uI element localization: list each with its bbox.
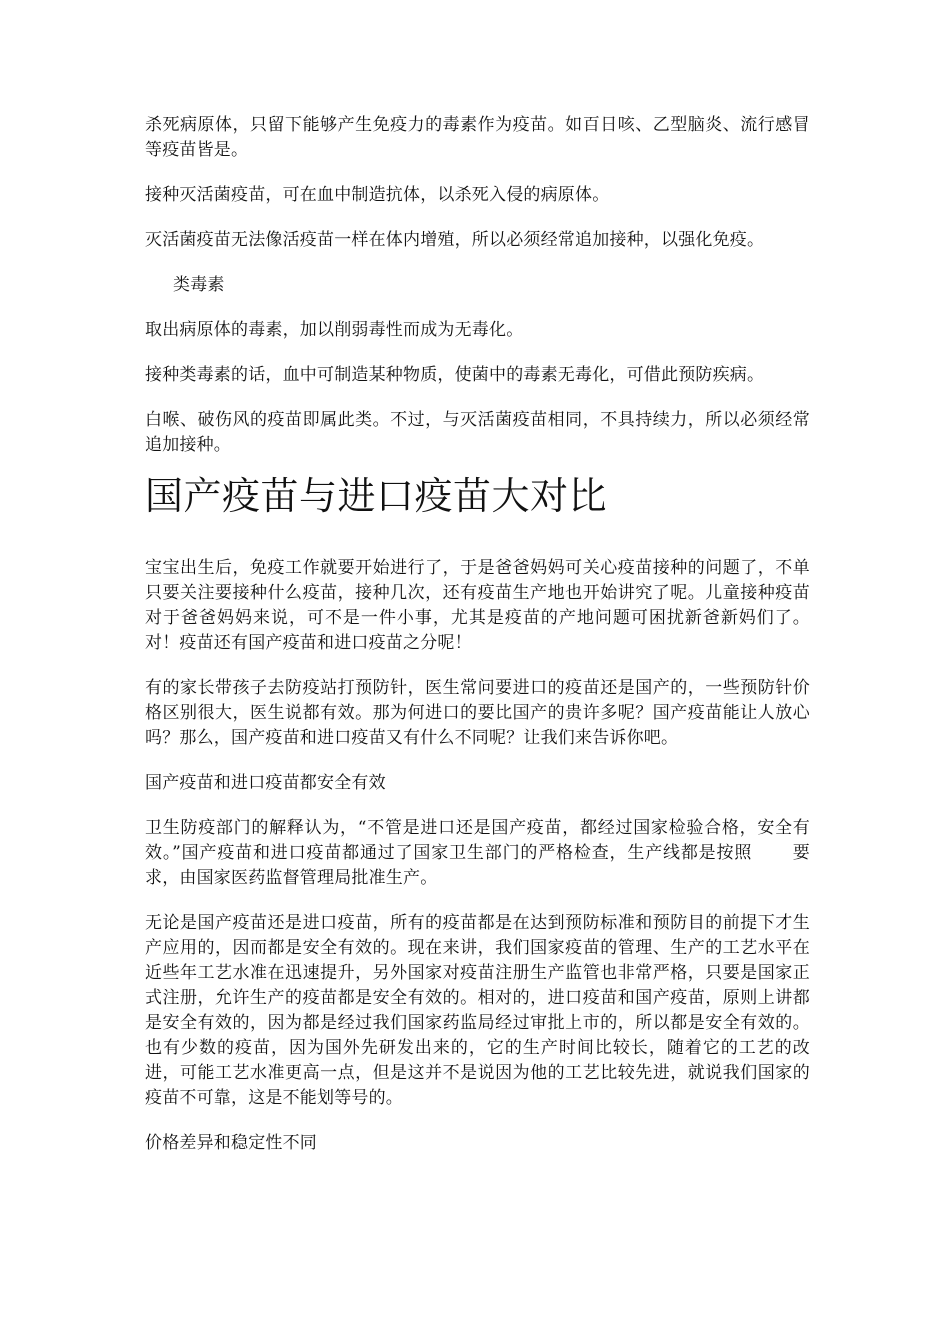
document-page [145,113,810,1176]
paragraph-safe-1-part-b: 要求，由国家医药监督管理局批准生产。 [145,843,810,888]
paragraph-toxoid-definition: 取出病原体的毒素，加以削弱毒性而成为无毒化。 [145,320,524,340]
paragraph-toxoid-effect: 接种类毒素的话，血中可制造某种物质，使菌中的毒素无毒化，可借此预防疾病。 [145,365,765,385]
paragraph-safe-1-part-a: 卫生防疫部门的解释认为，“不管是进口还是国产疫苗，都经过国家检验合格，安全有效。”国产疫苗和进口疫苗都通过了国家卫生部门的严格检查，生产线都是按照 [145,818,810,863]
paragraph-intro-2: 有的家长带孩子去防疫站打预防针，医生常问要进口的疫苗还是国产的，一些预防针价格区别很大，医生说都有效。那为何进口的要比国产的贵许多呢？国产疫苗能让人放心吗？那么，国产疫苗和进口疫苗又有什么不同呢？让我们来告诉你吧。 [145,678,810,748]
main-heading: 国产疫苗与进口疫苗大对比 [145,474,608,518]
paragraph-safe-1 [145,816,810,891]
section-heading-price: 价格差异和稳定性不同 [145,1133,317,1153]
paragraph-inactivated-booster: 灭活菌疫苗无法像活疫苗一样在体内增殖，所以必须经常追加接种，以强化免疫。 [145,230,765,250]
paragraph-inactivated-antibody: 接种灭活菌疫苗，可在血中制造抗体，以杀死入侵的病原体。 [145,185,610,205]
paragraph-intro-1: 宝宝出生后，免疫工作就要开始进行了，于是爸爸妈妈可关心疫苗接种的问题了，不单只要关注要接种什么疫苗，接种几次，还有疫苗生产地也开始讲究了呢。儿童接种疫苗对于爸爸妈妈来说，可不是一件小事，尤其是疫苗的产地问题可困扰新爸新妈们了。对！疫苗还有国产疫苗和进口疫苗之分呢！ [145,558,810,653]
subheading-toxoid: 类毒素 [173,275,225,295]
paragraph-inactivated-definition: 杀死病原体，只留下能够产生免疫力的毒素作为疫苗。如百日咳、乙型脑炎、流行感冒等疫苗皆是。 [145,115,810,160]
paragraph-toxoid-examples: 白喉、破伤风的疫苗即属此类。不过，与灭活菌疫苗相同，不具持续力，所以必须经常追加接种。 [145,410,810,455]
paragraph-safe-2: 无论是国产疫苗还是进口疫苗，所有的疫苗都是在达到预防标准和预防目的前提下才生产应用的，因而都是安全有效的。现在来讲，我们国家疫苗的管理、生产的工艺水平在近些年工艺水准在迅速提升，另外国家对疫苗注册生产监管也非常严格，只要是国家正式注册，允许生产的疫苗都是安全有效的。相对的，进口疫苗和国产疫苗，原则上讲都是安全有效的，因为都是经过我们国家药监局经过审批上市的，所以都是安全有效的。也有少数的疫苗，因为国外先研发出来的，它的生产时间比较长，随着它的工艺的改进，可能工艺水准更高一点，但是这并不是说因为他的工艺比较先进，就说我们国家的疫苗不可靠，这是不能划等号的。 [145,913,810,1108]
section-heading-safe: 国产疫苗和进口疫苗都安全有效 [145,773,386,793]
